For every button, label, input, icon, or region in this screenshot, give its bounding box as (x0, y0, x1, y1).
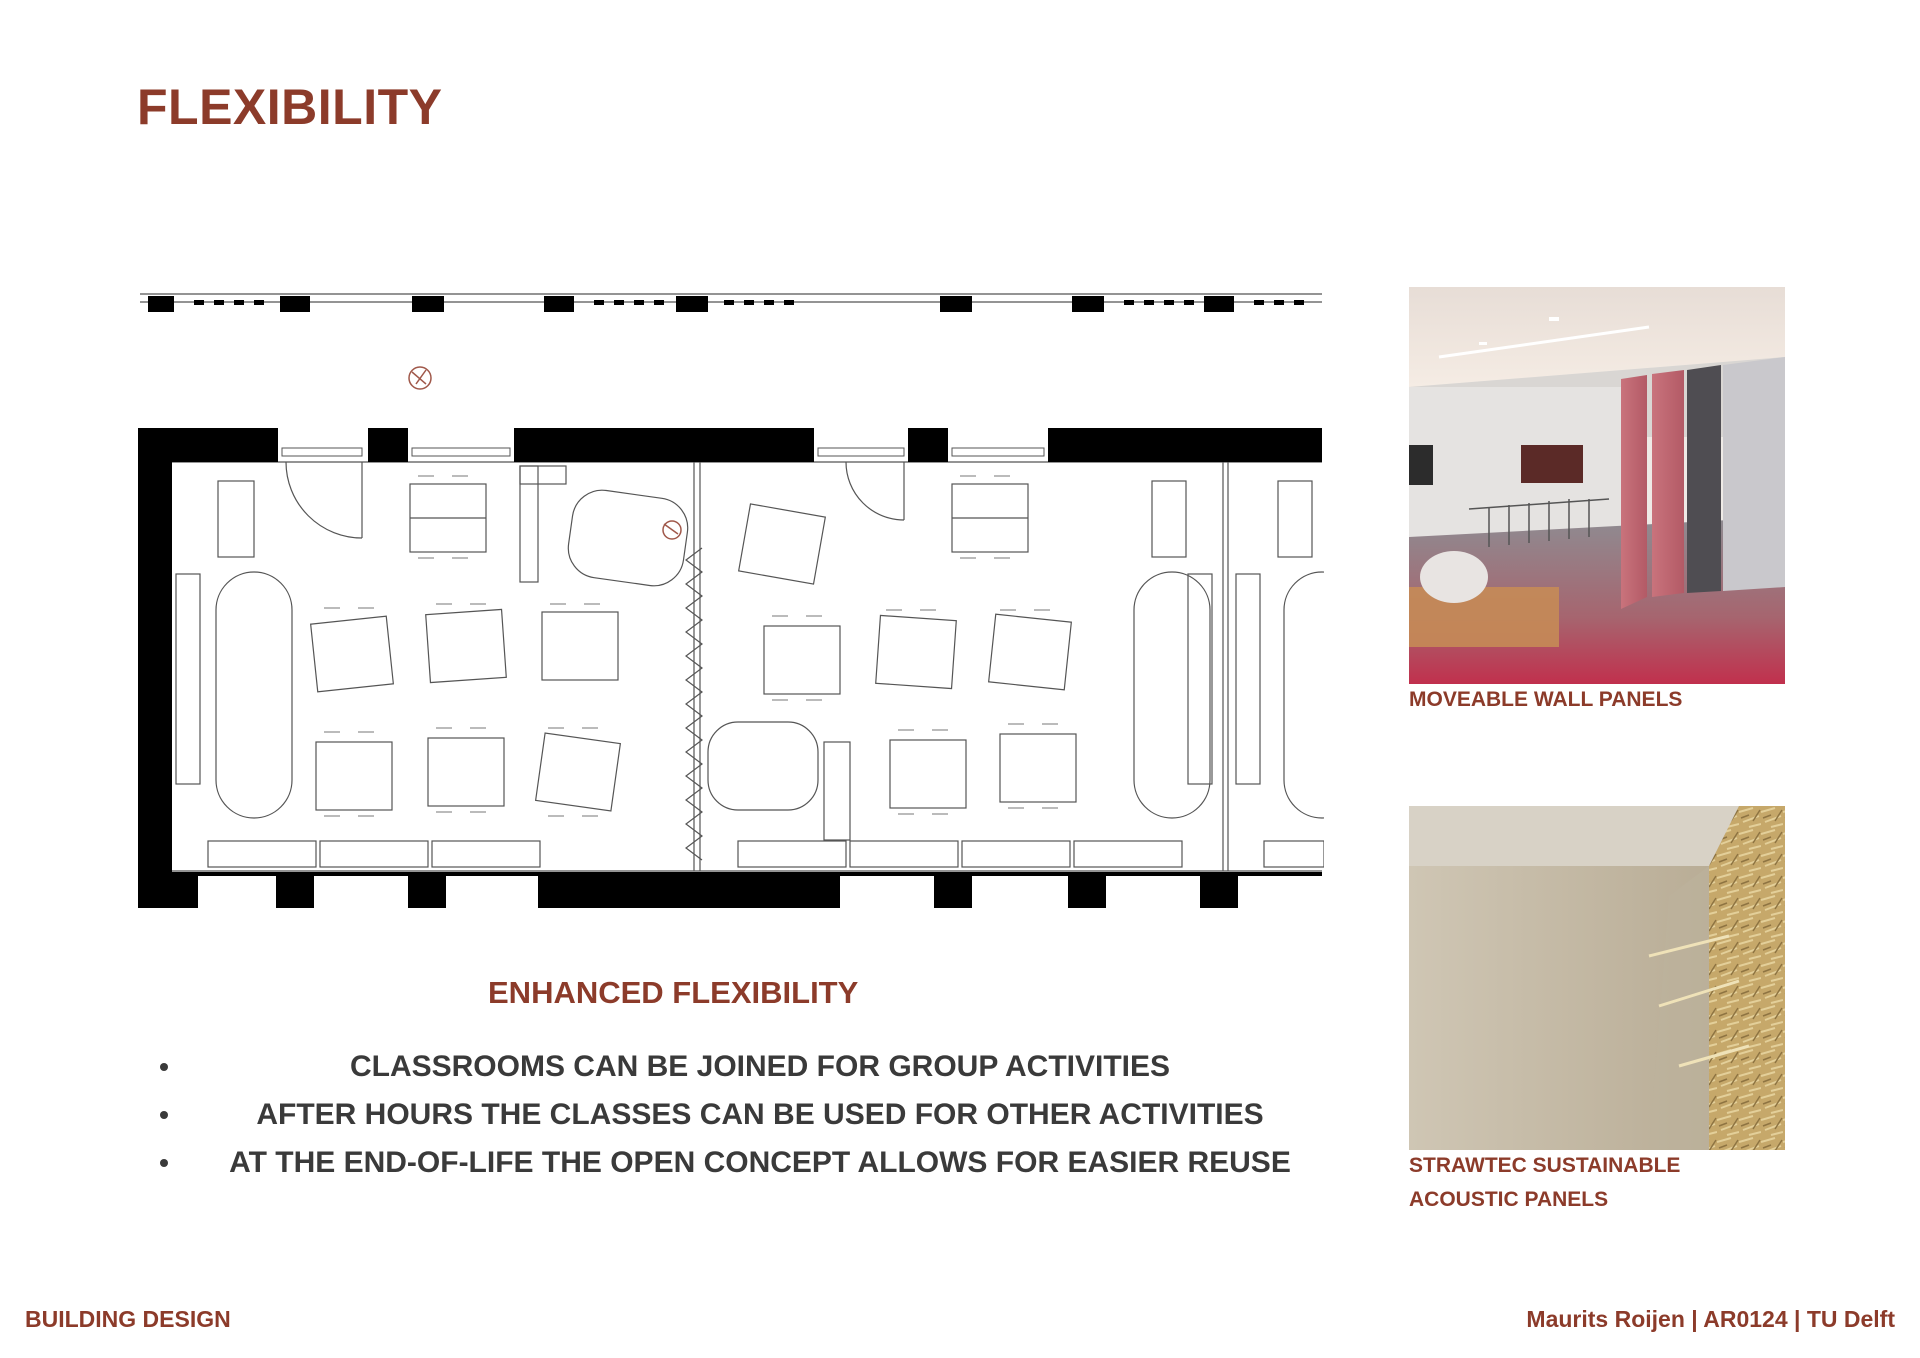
list-item-text: CLASSROOMS CAN BE JOINED FOR GROUP ACTIVITIES (349, 1050, 1171, 1083)
list-item-text: AFTER HOURS THE CLASSES CAN BE USED FOR OTHER ACTIVITIES (256, 1098, 1264, 1131)
floor-plan-drawing (134, 288, 1324, 908)
bullet-dot-icon (160, 1063, 168, 1071)
strawtec-caption: STRAWTEC SUSTAINABLE ACOUSTIC PANELS (1409, 1154, 1681, 1211)
footer-author-credit: Maurits Roijen | AR0124 | TU Delft (1526, 1306, 1895, 1332)
bullet-dot-icon (160, 1159, 168, 1167)
list-item-text: AT THE END-OF-LIFE THE OPEN CONCEPT ALLOWS FOR EASIER REUSE (229, 1146, 1291, 1179)
bullet-dot-icon (160, 1111, 168, 1119)
footer-section-label: BUILDING DESIGN (25, 1306, 231, 1332)
strawtec-panel-photo (1409, 806, 1785, 1150)
list-item (160, 1091, 1330, 1139)
section-heading: ENHANCED FLEXIBILITY (488, 975, 859, 1010)
list-item (160, 1043, 1330, 1091)
moveable-wall-panels-photo (1409, 287, 1785, 684)
moveable-wall-caption: MOVEABLE WALL PANELS (1409, 688, 1683, 711)
page-title: FLEXIBILITY (137, 79, 443, 135)
list-item (160, 1139, 1330, 1187)
feature-list (160, 1043, 1330, 1187)
